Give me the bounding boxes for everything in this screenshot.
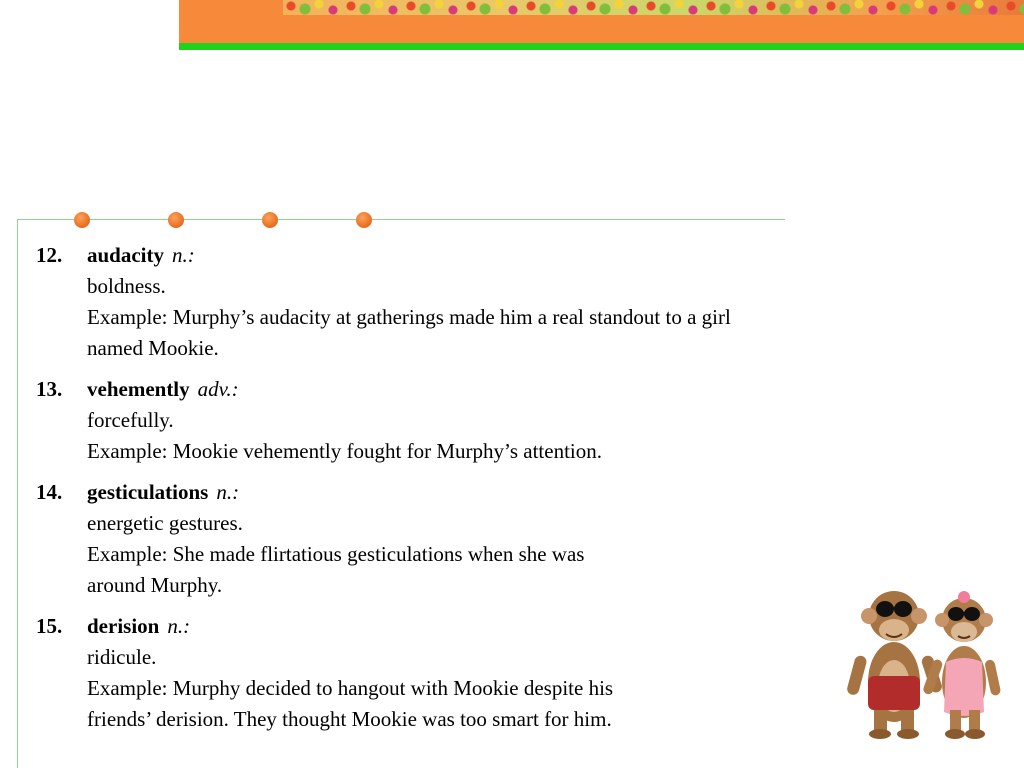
entry-heading	[36, 240, 896, 271]
entry-heading	[36, 611, 896, 642]
entry-word: gesticulations	[87, 480, 209, 504]
frame-left-line	[17, 219, 18, 768]
entry-word: vehemently	[87, 377, 190, 401]
entry-definition: energetic gestures.	[87, 511, 243, 535]
entry-heading	[36, 374, 896, 405]
part-of-speech: n.:	[167, 614, 191, 638]
entry-example: named Mookie.	[87, 336, 219, 360]
vocab-entry	[36, 611, 896, 735]
part-of-speech: n.:	[172, 243, 195, 267]
part-of-speech: adv.:	[197, 377, 239, 401]
decorative-dot	[168, 212, 184, 228]
entry-example: Example: Murphy’s audacity at gatherings made him a real standout to a girl	[87, 305, 731, 329]
monkey-couple-icon	[842, 564, 1012, 742]
floral-strip	[283, 0, 1024, 15]
entry-example: Example: She made flirtatious gesticulations when she was	[87, 542, 585, 566]
entry-example: friends’ derision. They thought Mookie was too smart for him.	[87, 707, 612, 731]
part-of-speech: n.:	[216, 480, 240, 504]
entry-example: Example: Murphy decided to hangout with Mookie despite his	[87, 676, 614, 700]
vocab-entry	[36, 374, 896, 467]
frame-top-line	[17, 219, 785, 220]
entry-word: derision	[87, 614, 160, 638]
vocab-entry	[36, 477, 896, 601]
decorative-dot	[74, 212, 90, 228]
entry-number: 12.	[36, 243, 63, 267]
entry-example: Example: Mookie vehemently fought for Murphy’s attention.	[87, 439, 602, 463]
entry-number: 14.	[36, 480, 63, 504]
entry-number: 15.	[36, 614, 63, 638]
entry-heading	[36, 477, 896, 508]
header-green-stripe	[179, 43, 1024, 50]
entry-number: 13.	[36, 377, 63, 401]
entry-example: around Murphy.	[87, 573, 223, 597]
vocab-entry	[36, 240, 896, 364]
decorative-dot	[356, 212, 372, 228]
decorative-dot	[262, 212, 278, 228]
entry-definition: ridicule.	[87, 645, 157, 669]
entry-word: audacity	[87, 243, 165, 267]
vocabulary-list	[36, 240, 896, 745]
entry-definition: forcefully.	[87, 408, 174, 432]
entry-definition: boldness.	[87, 274, 166, 298]
